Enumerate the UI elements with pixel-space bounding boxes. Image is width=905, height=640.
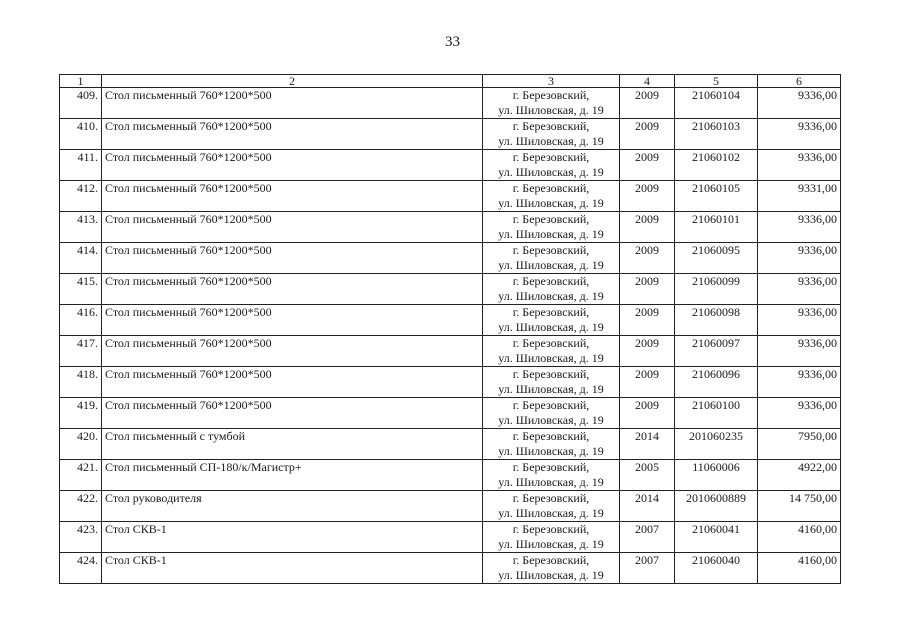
- address-street: ул. Шиловская, д. 19: [498, 351, 604, 365]
- table-row: [60, 336, 841, 367]
- inventory-number: 21060105: [675, 181, 758, 212]
- item-name: Стол письменный 760*1200*500: [102, 181, 483, 212]
- item-cost: 14 750,00: [758, 491, 841, 522]
- column-header: 6: [758, 75, 841, 88]
- item-address: [483, 243, 620, 274]
- item-address: [483, 119, 620, 150]
- address-city: г. Березовский,: [512, 336, 590, 350]
- item-address: [483, 429, 620, 460]
- item-name: Стол письменный 760*1200*500: [102, 88, 483, 119]
- address-city: г. Березовский,: [512, 119, 590, 133]
- inventory-number: 21060097: [675, 336, 758, 367]
- address-city: г. Березовский,: [512, 212, 590, 226]
- address-city: г. Березовский,: [512, 460, 590, 474]
- item-address: [483, 212, 620, 243]
- table-row: [60, 367, 841, 398]
- item-address: [483, 553, 620, 584]
- table-row: [60, 398, 841, 429]
- inventory-number: 21060099: [675, 274, 758, 305]
- item-cost: 9331,00: [758, 181, 841, 212]
- address-street: ул. Шиловская, д. 19: [498, 196, 604, 210]
- item-year: 2009: [620, 181, 675, 212]
- address-street: ул. Шиловская, д. 19: [498, 568, 604, 582]
- address-street: ул. Шиловская, д. 19: [498, 413, 604, 427]
- item-year: 2007: [620, 553, 675, 584]
- item-name: Стол руководителя: [102, 491, 483, 522]
- row-number: 420.: [60, 429, 102, 460]
- row-number: 412.: [60, 181, 102, 212]
- item-address: [483, 274, 620, 305]
- page-number: 33: [445, 34, 460, 50]
- item-name: Стол письменный с тумбой: [102, 429, 483, 460]
- item-cost: 9336,00: [758, 212, 841, 243]
- inventory-number: 21060101: [675, 212, 758, 243]
- item-name: Стол письменный 760*1200*500: [102, 150, 483, 181]
- item-address: [483, 491, 620, 522]
- address-city: г. Березовский,: [512, 491, 590, 505]
- item-cost: 9336,00: [758, 305, 841, 336]
- address-city: г. Березовский,: [512, 181, 590, 195]
- item-cost: 9336,00: [758, 336, 841, 367]
- row-number: 415.: [60, 274, 102, 305]
- inventory-table: [59, 74, 841, 584]
- address-city: г. Березовский,: [512, 305, 590, 319]
- inventory-number: 21060096: [675, 367, 758, 398]
- row-number: 423.: [60, 522, 102, 553]
- table-row: [60, 429, 841, 460]
- row-number: 409.: [60, 88, 102, 119]
- item-address: [483, 181, 620, 212]
- item-address: [483, 367, 620, 398]
- item-year: 2009: [620, 274, 675, 305]
- item-year: 2014: [620, 429, 675, 460]
- address-street: ул. Шиловская, д. 19: [498, 382, 604, 396]
- row-number: 417.: [60, 336, 102, 367]
- address-street: ул. Шиловская, д. 19: [498, 444, 604, 458]
- row-number: 416.: [60, 305, 102, 336]
- column-header: 5: [675, 75, 758, 88]
- address-city: г. Березовский,: [512, 243, 590, 257]
- item-year: 2009: [620, 212, 675, 243]
- inventory-number: 21060098: [675, 305, 758, 336]
- address-city: г. Березовский,: [512, 553, 590, 567]
- item-cost: 4160,00: [758, 522, 841, 553]
- inventory-number: 21060040: [675, 553, 758, 584]
- item-year: 2009: [620, 305, 675, 336]
- row-number: 418.: [60, 367, 102, 398]
- row-number: 424.: [60, 553, 102, 584]
- inventory-number: 2010600889: [675, 491, 758, 522]
- item-cost: 9336,00: [758, 150, 841, 181]
- row-number: 421.: [60, 460, 102, 491]
- column-header: 3: [483, 75, 620, 88]
- item-cost: 9336,00: [758, 119, 841, 150]
- item-name: Стол письменный СП-180/к/Магистр+: [102, 460, 483, 491]
- item-address: [483, 305, 620, 336]
- item-name: Стол письменный 760*1200*500: [102, 305, 483, 336]
- address-city: г. Березовский,: [512, 429, 590, 443]
- item-address: [483, 336, 620, 367]
- address-city: г. Березовский,: [512, 398, 590, 412]
- item-year: 2009: [620, 119, 675, 150]
- item-cost: 9336,00: [758, 398, 841, 429]
- item-name: Стол письменный 760*1200*500: [102, 274, 483, 305]
- address-city: г. Березовский,: [512, 522, 590, 536]
- item-cost: 4922,00: [758, 460, 841, 491]
- item-address: [483, 522, 620, 553]
- address-city: г. Березовский,: [512, 274, 590, 288]
- inventory-number: 21060100: [675, 398, 758, 429]
- column-header: 2: [102, 75, 483, 88]
- table-row: [60, 553, 841, 584]
- address-city: г. Березовский,: [512, 88, 590, 102]
- row-number: 414.: [60, 243, 102, 274]
- address-street: ул. Шиловская, д. 19: [498, 506, 604, 520]
- table-row: [60, 212, 841, 243]
- inventory-number: 21060103: [675, 119, 758, 150]
- item-address: [483, 88, 620, 119]
- table-header-row: [60, 75, 841, 88]
- address-street: ул. Шиловская, д. 19: [498, 227, 604, 241]
- row-number: 422.: [60, 491, 102, 522]
- item-cost: 9336,00: [758, 243, 841, 274]
- table-row: [60, 305, 841, 336]
- row-number: 410.: [60, 119, 102, 150]
- address-street: ул. Шиловская, д. 19: [498, 320, 604, 334]
- item-address: [483, 460, 620, 491]
- item-cost: 7950,00: [758, 429, 841, 460]
- column-header: 1: [60, 75, 102, 88]
- item-name: Стол письменный 760*1200*500: [102, 119, 483, 150]
- item-name: Стол письменный 760*1200*500: [102, 336, 483, 367]
- inventory-number: 11060006: [675, 460, 758, 491]
- item-name: Стол письменный 760*1200*500: [102, 367, 483, 398]
- inventory-number: 21060104: [675, 88, 758, 119]
- address-street: ул. Шиловская, д. 19: [498, 165, 604, 179]
- row-number: 413.: [60, 212, 102, 243]
- table-row: [60, 150, 841, 181]
- address-street: ул. Шиловская, д. 19: [498, 537, 604, 551]
- item-year: 2009: [620, 336, 675, 367]
- address-street: ул. Шиловская, д. 19: [498, 475, 604, 489]
- row-number: 419.: [60, 398, 102, 429]
- item-year: 2009: [620, 243, 675, 274]
- table-row: [60, 88, 841, 119]
- item-cost: 9336,00: [758, 367, 841, 398]
- table-row: [60, 119, 841, 150]
- item-year: 2005: [620, 460, 675, 491]
- item-year: 2007: [620, 522, 675, 553]
- address-street: ул. Шиловская, д. 19: [498, 289, 604, 303]
- inventory-number: 201060235: [675, 429, 758, 460]
- table-row: [60, 274, 841, 305]
- item-name: Стол СКВ-1: [102, 553, 483, 584]
- inventory-number: 21060041: [675, 522, 758, 553]
- item-year: 2014: [620, 491, 675, 522]
- row-number: 411.: [60, 150, 102, 181]
- inventory-number: 21060102: [675, 150, 758, 181]
- address-street: ул. Шиловская, д. 19: [498, 103, 604, 117]
- column-header: 4: [620, 75, 675, 88]
- address-street: ул. Шиловская, д. 19: [498, 258, 604, 272]
- table-row: [60, 460, 841, 491]
- table-row: [60, 491, 841, 522]
- item-cost: 4160,00: [758, 553, 841, 584]
- item-cost: 9336,00: [758, 88, 841, 119]
- item-name: Стол письменный 760*1200*500: [102, 398, 483, 429]
- item-year: 2009: [620, 88, 675, 119]
- table-row: [60, 522, 841, 553]
- address-city: г. Березовский,: [512, 150, 590, 164]
- item-year: 2009: [620, 367, 675, 398]
- item-name: Стол письменный 760*1200*500: [102, 212, 483, 243]
- inventory-number: 21060095: [675, 243, 758, 274]
- item-address: [483, 398, 620, 429]
- item-name: Стол СКВ-1: [102, 522, 483, 553]
- item-cost: 9336,00: [758, 274, 841, 305]
- table-row: [60, 243, 841, 274]
- address-street: ул. Шиловская, д. 19: [498, 134, 604, 148]
- item-address: [483, 150, 620, 181]
- table-row: [60, 181, 841, 212]
- item-name: Стол письменный 760*1200*500: [102, 243, 483, 274]
- address-city: г. Березовский,: [512, 367, 590, 381]
- item-year: 2009: [620, 398, 675, 429]
- item-year: 2009: [620, 150, 675, 181]
